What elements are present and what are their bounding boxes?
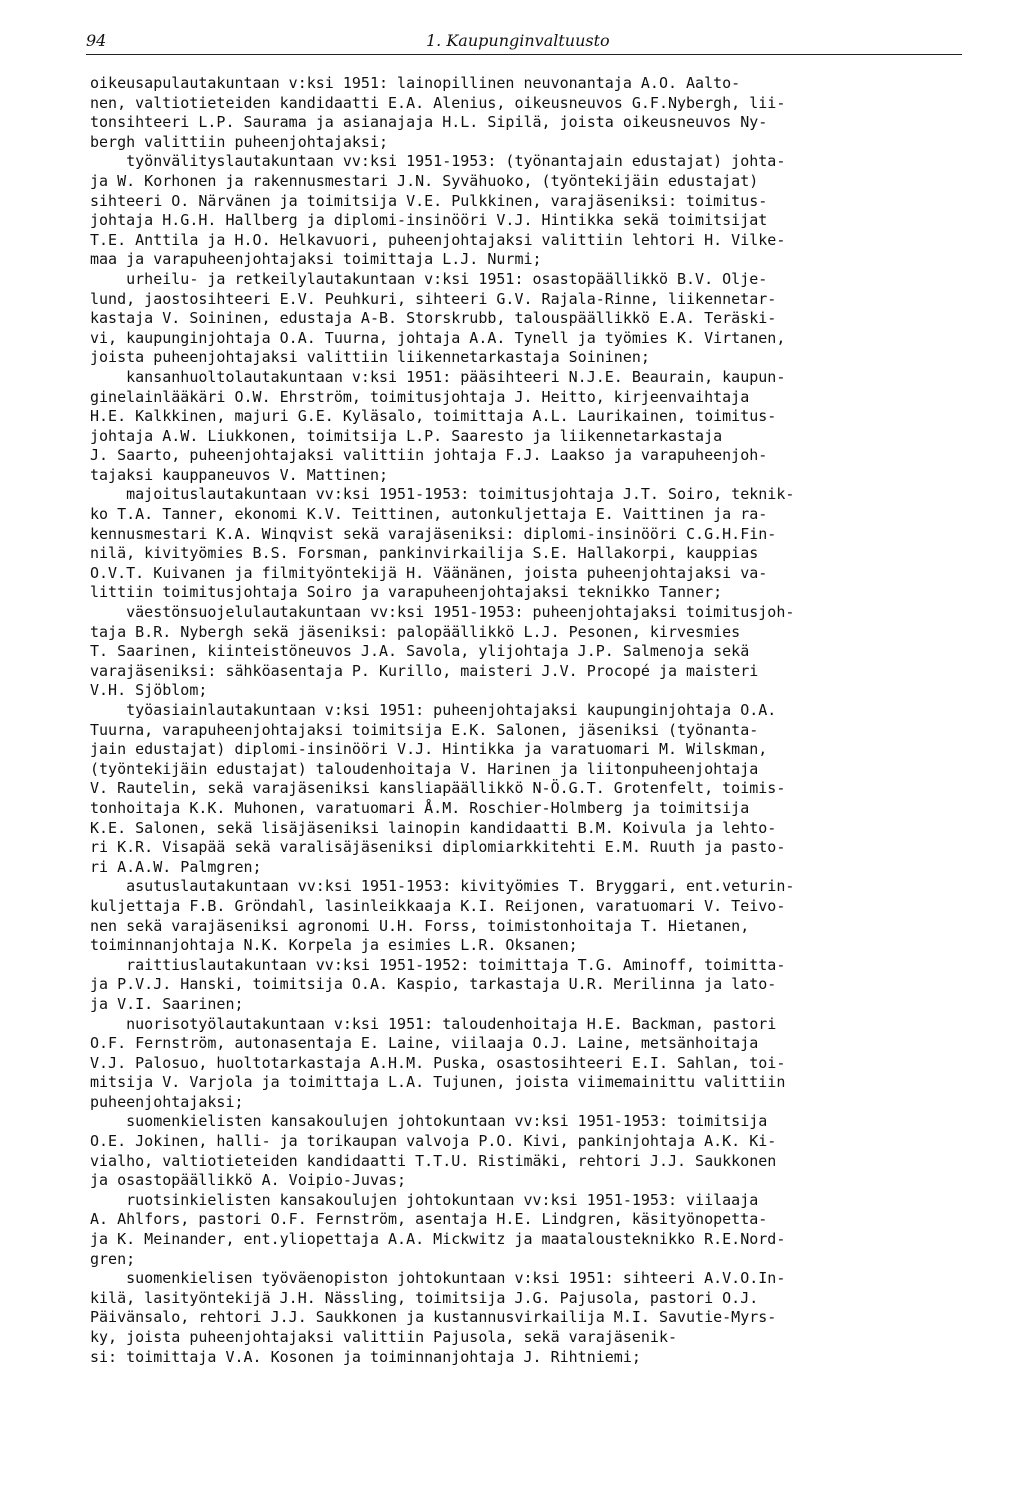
text-line: ri K.R. Visapää sekä varalisäjäseniksi diplomiarkkitehti E.M. Ruuth ja pasto- xyxy=(90,838,786,857)
text-line: ruotsinkielisten kansakoulujen johtokuntaan vv:ksi 1951-1953: viilaaja xyxy=(90,1190,759,1209)
text-line: tonsihteeri L.P. Saurama ja asianajaja H.L. Sipilä, joista oikeusneuvos Ny- xyxy=(90,113,768,132)
text-line: V. Rautelin, sekä varajäseniksi kansliapäällikkö N-Ö.G.T. Grotenfelt, toimis- xyxy=(90,779,786,798)
running-title: 1. Kaupunginvaltuusto xyxy=(426,31,610,50)
text-line: ja V.I. Saarinen; xyxy=(90,994,244,1013)
text-line: taja B.R. Nybergh sekä jäseniksi: palopäällikkö L.J. Pesonen, kirvesmies xyxy=(90,622,741,641)
text-line: varajäseniksi: sähköasentaja P. Kurillo, maisteri J.V. Procopé ja maisteri xyxy=(90,661,759,680)
page-number: 94 xyxy=(86,31,107,50)
text-line: ja K. Meinander, ent.yliopettaja A.A. Mickwitz ja maatalousteknikko R.E.Nord- xyxy=(90,1230,786,1249)
text-line: ginelainlääkäri O.W. Ehrström, toimitusjohtaja J. Heitto, kirjeenvaihtaja xyxy=(90,387,750,406)
text-line: ja P.V.J. Hanski, toimitsija O.A. Kaspio, tarkastaja U.R. Merilinna ja lato- xyxy=(90,975,777,994)
text-line: tajaksi kauppaneuvos V. Mattinen; xyxy=(90,465,389,484)
text-line: väestönsuojelulautakuntaan vv:ksi 1951-1953: puheenjohtajaksi toimitusjoh- xyxy=(90,603,795,622)
text-line: ja W. Korhonen ja rakennusmestari J.N. Syvähuoko, (työntekijäin edustajat) xyxy=(90,171,759,190)
text-line: kansanhuoltolautakuntaan v:ksi 1951: pääsihteeri N.J.E. Beaurain, kaupun- xyxy=(90,367,786,386)
text-line: littiin toimitusjohtaja Soiro ja varapuheenjohtajaksi teknikko Tanner; xyxy=(90,583,723,602)
text-line: (työntekijäin edustajat) taloudenhoitaja V. Harinen ja liitonpuheenjohtaja xyxy=(90,759,759,778)
text-line: majoituslautakuntaan vv:ksi 1951-1953: toimitusjohtaja J.T. Soiro, teknik- xyxy=(90,485,795,504)
text-line: nen sekä varajäseniksi agronomi U.H. Forss, toimistonhoitaja T. Hietanen, xyxy=(90,916,750,935)
text-line: jain edustajat) diplomi-insinööri V.J. Hintikka ja varatuomari M. Wilskman, xyxy=(90,740,768,759)
text-line: johtaja H.G.H. Hallberg ja diplomi-insinööri V.J. Hintikka sekä toimitsijat xyxy=(90,211,768,230)
text-line: joista puheenjohtajaksi valittiin liikennetarkastaja Soininen; xyxy=(90,348,650,367)
text-line: ky, joista puheenjohtajaksi valittiin Pajusola, sekä varajäsenik- xyxy=(90,1328,677,1346)
text-line: kuljettaja F.B. Gröndahl, lasinleikkaaja K.I. Reijonen, varatuomari V. Teivo- xyxy=(90,896,786,915)
text-line: sihteeri O. Närvänen ja toimitsija V.E. Pulkkinen, varajäseniksi: toimitus- xyxy=(90,191,768,210)
text-line: suomenkielisen työväenopiston johtokuntaan v:ksi 1951: sihteeri A.V.O.In- xyxy=(90,1269,786,1288)
text-line: kilä, lasityöntekijä J.H. Nässling, toimitsija J.G. Pajusola, pastori O.J. xyxy=(90,1288,759,1307)
text-line: johtaja A.W. Liukkonen, toimitsija L.P. Saaresto ja liikennetarkastaja xyxy=(90,426,723,445)
text-line: asutuslautakuntaan vv:ksi 1951-1953: kivityömies T. Bryggari, ent.veturin- xyxy=(90,877,795,896)
text-line: maa ja varapuheenjohtajaksi toimittaja L.J. Nurmi; xyxy=(90,250,542,269)
text-line: T. Saarinen, kiinteistöneuvos J.A. Savola, ylijohtaja J.P. Salmenoja sekä xyxy=(90,642,750,661)
text-line: Tuurna, varapuheenjohtajaksi toimitsija E.K. Salonen, jäseniksi (työnanta- xyxy=(90,720,759,739)
text-line: kennusmestari K.A. Winqvist sekä varajäseniksi: diplomi-insinööri C.G.H.Fin- xyxy=(90,524,777,543)
text-line: urheilu- ja retkeilylautakuntaan v:ksi 1951: osastopäällikkö B.V. Olje- xyxy=(90,269,768,288)
text-line: suomenkielisten kansakoulujen johtokuntaan vv:ksi 1951-1953: toimitsija xyxy=(90,1112,768,1131)
body-text xyxy=(90,74,970,1367)
text-line: A. Ahlfors, pastori O.F. Fernström, asentaja H.E. Lindgren, käsityönopetta- xyxy=(90,1210,768,1229)
text-line: V.H. Sjöblom; xyxy=(90,681,208,700)
text-line: gren; xyxy=(90,1249,136,1268)
text-line: työasiainlautakuntaan v:ksi 1951: puheenjohtajaksi kaupunginjohtaja O.A. xyxy=(90,701,777,719)
text-line: raittiuslautakuntaan vv:ksi 1951-1952: toimittaja T.G. Aminoff, toimitta- xyxy=(90,955,786,974)
text-line: nuorisotyölautakuntaan v:ksi 1951: taloudenhoitaja H.E. Backman, pastori xyxy=(90,1014,777,1033)
text-line: tonhoitaja K.K. Muhonen, varatuomari Å.M. Roschier-Holmberg ja toimitsija xyxy=(90,798,750,817)
text-line: kastaja V. Soininen, edustaja A-B. Storskrubb, talouspäällikkö E.A. Teräski- xyxy=(90,309,777,328)
text-line: mitsija V. Varjola ja toimittaja L.A. Tujunen, joista viimemainittu valittiin xyxy=(90,1073,786,1092)
text-line: Päivänsalo, rehtori J.J. Saukkonen ja kustannusvirkailija M.I. Savutie-Myrs- xyxy=(90,1308,777,1327)
text-line: T.E. Anttila ja H.O. Helkavuori, puheenjohtajaksi valittiin lehtori H. Vilke- xyxy=(90,230,786,249)
text-line: bergh valittiin puheenjohtajaksi; xyxy=(90,132,389,151)
text-line: ri A.A.W. Palmgren; xyxy=(90,857,262,876)
text-line: O.E. Jokinen, halli- ja torikaupan valvoja P.O. Kivi, pankinjohtaja A.K. Ki- xyxy=(90,1132,777,1151)
text-line: J. Saarto, puheenjohtajaksi valittiin johtaja F.J. Laakso ja varapuheenjoh- xyxy=(90,446,768,465)
text-line: nen, valtiotieteiden kandidaatti E.A. Alenius, oikeusneuvos G.F.Nybergh, lii- xyxy=(90,93,786,112)
text-line: ja osastopäällikkö A. Voipio-Juvas; xyxy=(90,1171,407,1190)
text-line: nilä, kivityömies B.S. Forsman, pankinvirkailija S.E. Hallakorpi, kauppias xyxy=(90,544,759,563)
page-header xyxy=(86,28,962,55)
text-line: O.V.T. Kuivanen ja filmityöntekijä H. Väänänen, joista puheenjohtajaksi va- xyxy=(90,563,768,582)
text-line: ko T.A. Tanner, ekonomi K.V. Teittinen, autonkuljettaja E. Vaittinen ja ra- xyxy=(90,505,768,524)
text-line: vi, kaupunginjohtaja O.A. Tuurna, johtaja A.A. Tynell ja työmies K. Virtanen, xyxy=(90,328,786,347)
text-line: K.E. Salonen, sekä lisäjäseniksi lainopin kandidaatti B.M. Koivula ja lehto- xyxy=(90,818,777,837)
text-line: lund, jaostosihteeri E.V. Peuhkuri, sihteeri G.V. Rajala-Rinne, liikennetar- xyxy=(90,289,777,308)
text-line: O.F. Fernström, autonasentaja E. Laine, viilaaja O.J. Laine, metsänhoitaja xyxy=(90,1034,759,1053)
text-line: si: toimittaja V.A. Kosonen ja toiminnanjohtaja J. Rihtniemi; xyxy=(90,1347,641,1366)
text-line: H.E. Kalkkinen, majuri G.E. Kyläsalo, toimittaja A.L. Laurikainen, toimitus- xyxy=(90,407,777,426)
text-line: puheenjohtajaksi; xyxy=(90,1092,244,1111)
text-line: V.J. Palosuo, huoltotarkastaja A.H.M. Puska, osastosihteeri E.I. Sahlan, toi- xyxy=(90,1053,786,1072)
text-line: vialho, valtiotieteiden kandidaatti T.T.U. Ristimäki, rehtori J.J. Saukkonen xyxy=(90,1151,777,1170)
text-line: työnvälityslautakuntaan vv:ksi 1951-1953: (työnantajain edustajat) johta- xyxy=(90,152,786,171)
text-line: oikeusapulautakuntaan v:ksi 1951: lainopillinen neuvonantaja A.O. Aalto- xyxy=(90,74,741,92)
text-line: toiminnanjohtaja N.K. Korpela ja esimies L.R. Oksanen; xyxy=(90,936,578,955)
